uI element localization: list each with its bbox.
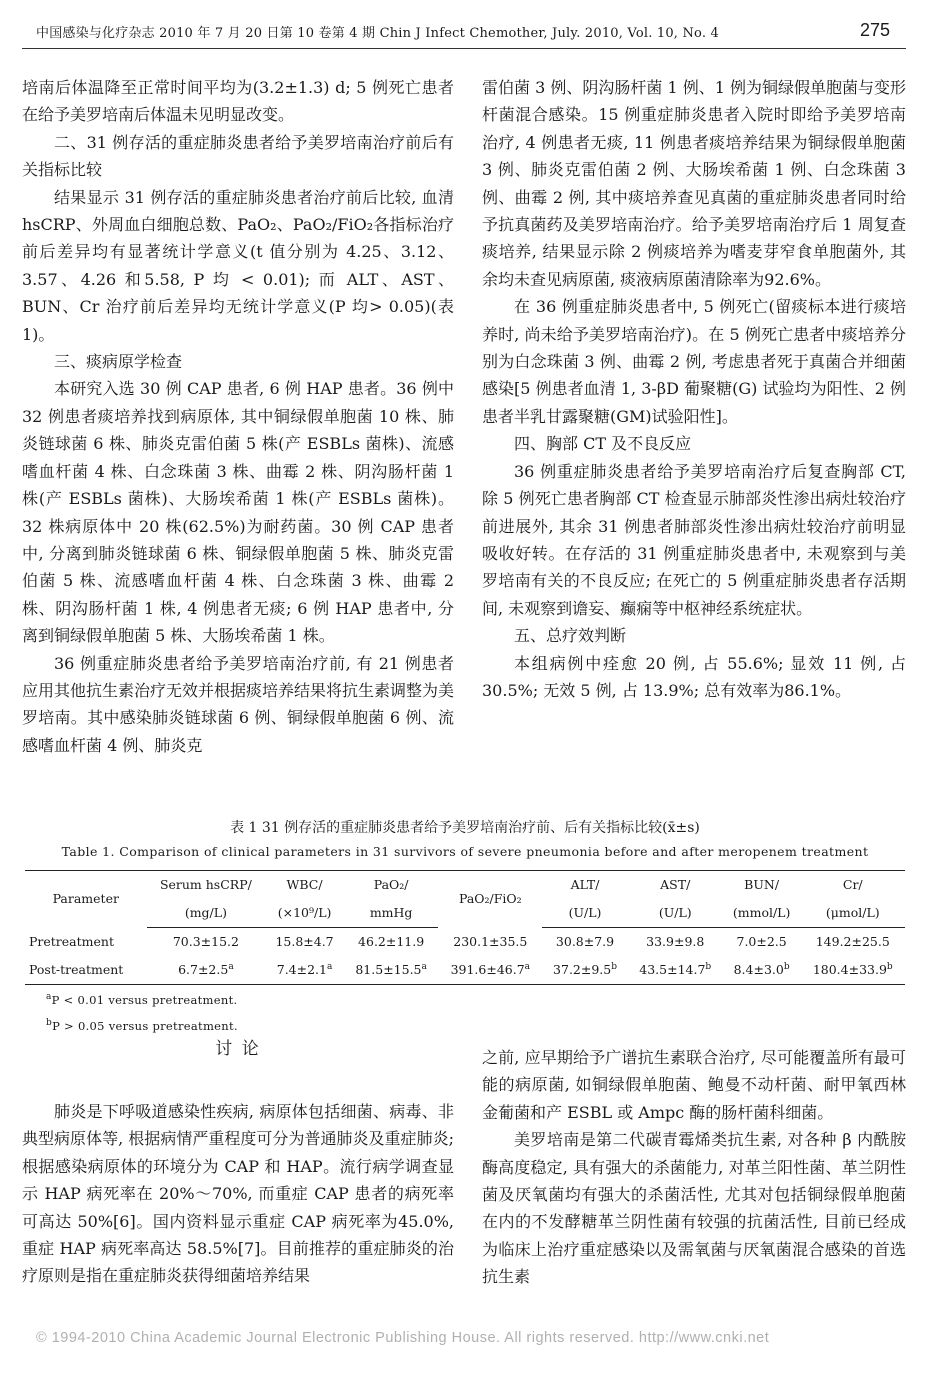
footnote-marker: a [46,992,52,1003]
table-cell [438,928,542,957]
section-heading: 二、31 例存活的重症肺炎患者给予美罗培南治疗前后有关指标比较 [22,132,454,180]
cell-value: 46.2±11.9 [358,934,425,949]
cell-value: 43.5±14.7 [639,962,706,977]
column-header: Serum hsCRP/ [159,877,252,892]
significance-marker: a [228,961,234,972]
parameter-header: Parameter [52,891,119,907]
section-heading: 三、痰病原学检查 [54,352,183,372]
paragraph: 培南后体温降至正常时间平均为(3.2±1.3) d; 5 例死亡患者在给予美罗培南后体温未见明显改变。 [22,78,454,125]
table-cell [542,956,627,985]
significance-marker: a [421,961,427,972]
table-cell [344,928,438,957]
running-header [22,22,906,49]
table-cell [801,956,905,985]
column-unit: (U/L) [628,899,723,928]
column-unit: (U/L) [542,899,627,928]
cell-value: 81.5±15.5 [355,962,422,977]
column-unit: mmHg [344,899,438,928]
table-cell [628,928,723,957]
cell-value: 6.7±2.5 [178,962,229,977]
column-unit: (μmol/L) [801,899,905,928]
cell-value: 180.4±33.9 [812,962,887,977]
table-caption-cn: 表 1 31 例存活的重症肺炎患者给予美罗培南治疗前、后有关指标比较(x̄±s) [230,820,700,836]
footnote-text: P > 0.05 versus pretreatment. [52,1019,238,1033]
cell-value: 7.4±2.1 [276,962,327,977]
table-cell [801,928,905,957]
column-header: BUN/ [744,877,780,892]
column-header: WBC/ [286,877,323,892]
significance-marker: a [326,961,333,972]
table-cell [147,956,266,985]
table-header-row [25,871,905,900]
footnote-marker: b [46,1018,53,1029]
column-header: AST/ [660,877,691,892]
significance-marker: a [524,961,531,972]
page-number: 275 [859,20,890,40]
paragraph: 36 例重症肺炎患者给予美罗培南治疗前, 有 21 例患者应用其他抗生素治疗无效并根据痰培养结果将抗生素调整为美罗培南。其中感染肺炎链球菌 6 例、铜绿假单胞菌 6 例、流感嗜血杆菌 4 例、肺炎克 [22,653,455,755]
column-unit: (mmol/L) [723,899,801,928]
table-1 [12,818,918,985]
column-unit: (mg/L) [147,899,266,928]
left-column-top [22,74,454,759]
table-footnotes [46,987,238,1039]
paragraph: 36 例重症肺炎患者给予美罗培南治疗后复查胸部 CT, 除 5 例死亡患者胸部 CT 检查显示肺部炎性渗出病灶较治疗前进展外, 其余 31 例患者肺部炎性渗出病灶较治疗前明显吸收好转。在存活的 31 例重症肺炎患者中, 未观察到与美罗培南有关的不良反应; 在死亡的 5 例重症肺炎患者存活期间, 未观察到谵妄、癫痫等中枢神经系统症状。 [482,461,906,618]
column-header: ALT/ [570,877,600,892]
journal-citation: 中国感染与化疗杂志 2010 年 7 月 20 日第 10 卷第 4 期 Chin J Infect Chemother, July. 2010, Vol. 10, No. 4 [36,26,719,41]
paragraph: 肺炎是下呼吸道感染性疾病, 病原体包括细菌、病毒、非典型病原体等, 根据病情严重程度可分为普通肺炎及重症肺炎; 根据感染病原体的环境分为 CAP 和 HAP。流行病学调查显示 HAP 病死率在 20%～70%, 而重症 CAP 患者的病死率可高达 50%[6]。国内资料显示重症 CAP 病死率为45.0%, 重症 HAP 病死率高达 58.5%[7]。目前推荐的重症肺炎的治疗原则是指在重症肺炎获得细菌培养结果 [22,1102,454,1286]
paragraph: 本研究入选 30 例 CAP 患者, 6 例 HAP 患者。36 例中 32 例患者痰培养找到病原体, 其中铜绿假单胞菌 10 株、肺炎链球菌 6 株、肺炎克雷伯菌 5 株(产 ESBLs 菌株)、流感嗜血杆菌 4 株、白念珠菌 3 株、曲霉 2 株、阴沟肠杆菌 1 株(产 ESBLs 菌株)、大肠埃希菌 1 株(产 ESBLs 菌株)。32 株病原体中 20 株(62.5%)为耐药菌。30 例 CAP 患者中, 分离到肺炎链球菌 6 株、铜绿假单胞菌 5 株、肺炎克雷伯菌 5 株、流感嗜血杆菌 4 株、白念珠菌 3 株、曲霉 2 株、阴沟肠杆菌 1 株, 4 例患者无痰; 6 例 HAP 患者中, 分离到铜绿假单胞菌 5 株、大肠埃希菌 1 株。 [22,379,454,646]
discussion-heading: 讨 论 [215,1039,261,1059]
cell-value: 8.4±3.0 [733,962,784,977]
column-header: Cr/ [842,877,863,892]
table-cell [265,928,344,957]
paragraph: 之前, 应早期给予广谱抗生素联合治疗, 尽可能覆盖所有最可能的病原菌, 如铜绿假单胞菌、鲍曼不动杆菌、耐甲氧西林金葡菌和产 ESBL 或 Ampc 酶的肠杆菌科细菌。 [482,1048,906,1122]
paragraph: 结果显示 31 例存活的重症肺炎患者治疗前后比较, 血清 hsCRP、外周血白细胞总数、PaO₂、PaO₂/FiO₂各指标治疗前后差异均有显著统计学意义(t 值分别为 4.25、3.12、3.57、4.26 和5.58, P 均 < 0.01); 而 ALT、AST、BUN、Cr 治疗前后差异均无统计学意义(P 均> 0.05)(表 1)。 [22,187,454,344]
column-header: PaO₂/FiO₂ [458,891,522,907]
significance-marker: b [783,961,790,972]
cell-value: 149.2±25.5 [815,934,890,949]
row-label: Post-treatment [29,962,124,977]
section-heading: 四、胸部 CT 及不良反应 [514,434,692,454]
left-column-bottom [22,1098,454,1290]
paragraph: 在 36 例重症肺炎患者中, 5 例死亡(留痰标本进行痰培养时, 尚未给予美罗培南治疗)。在 5 例死亡患者中痰培养分别为白念珠菌 3 例、曲霉 2 例, 考虑患者死于真菌合并细菌感染[5 例患者血清 1, 3-βD 葡聚糖(G) 试验均为阳性、2 例患者半乳甘露聚糖(GM)试验阳性]。 [482,297,906,426]
table-cell [344,956,438,985]
row-label: Pretreatment [29,933,114,949]
table-cell [147,928,266,957]
right-column-bottom [482,1044,906,1291]
data-table [25,870,905,985]
right-column-top [482,74,906,704]
copyright-footer: © 1994-2010 China Academic Journal Electronic Publishing House. All rights reserved. http://www.cnki.net [36,1330,770,1346]
cell-value: 37.2±9.5 [553,962,612,977]
significance-marker: b [611,961,617,972]
cell-value: 391.6±46.7 [450,962,525,977]
cell-value: 7.0±2.5 [736,934,787,949]
table-cell [723,956,801,985]
table-row [25,956,905,985]
paragraph: 本组病例中痊愈 20 例, 占 55.6%; 显效 11 例, 占 30.5%; 无效 5 例, 占 13.9%; 总有效率为86.1%。 [482,653,906,700]
footnote [46,987,238,1013]
table-cell [265,956,344,985]
paragraph: 美罗培南是第二代碳青霉烯类抗生素, 对各种 β 内酰胺酶高度稳定, 具有强大的杀菌能力, 对革兰阳性菌、革兰阴性菌及厌氧菌均有强大的杀菌活性, 尤其对包括铜绿假单胞菌在内的不发酵糖革兰阴性菌有较强的抗菌活性, 目前已经成为临床上治疗重症感染以及需氧菌与厌氧菌混合感染的首选抗生素 [482,1130,906,1287]
footnote-text: P < 0.01 versus pretreatment. [51,993,238,1007]
table-cell [628,956,723,985]
significance-marker: b [886,961,893,972]
section-heading: 五、总疗效判断 [514,626,627,646]
table-cell [542,928,627,957]
paragraph: 雷伯菌 3 例、阴沟肠杆菌 1 例、1 例为铜绿假单胞菌与变形杆菌混合感染。15 例重症肺炎患者入院时即给予美罗培南治疗, 4 例患者无痰, 11 例患者痰培养结果为铜绿假单胞菌 3 例、肺炎克雷伯菌 2 例、大肠埃希菌 1 例、白念珠菌 3 例、曲霉 2 例, 其中痰培养查见真菌的重症肺炎患者同时给予抗真菌药及美罗培南治疗。给予美罗培南治疗后 1 周复查痰培养, 结果显示除 2 例痰培养为嗜麦芽窄食单胞菌外, 其余均未查见病原菌, 痰液病原菌清除率为92.6%。 [482,78,906,289]
table-row [25,928,905,957]
table-body [25,928,905,985]
cell-value: 230.1±35.5 [453,933,528,949]
cell-value: 15.8±4.7 [275,934,334,949]
cell-value: 33.9±9.8 [646,934,705,949]
table-cell [438,956,542,985]
table-caption-en: Table 1. Comparison of clinical parameters in 31 survivors of severe pneumonia before and after meropenem treatment [61,844,869,859]
cell-value: 70.3±15.2 [172,934,239,949]
column-header: PaO₂/ [373,877,409,892]
table-cell [723,928,801,957]
significance-marker: b [705,961,712,972]
cell-value: 30.8±7.9 [555,934,615,949]
column-unit: (×10⁹/L) [265,899,344,928]
